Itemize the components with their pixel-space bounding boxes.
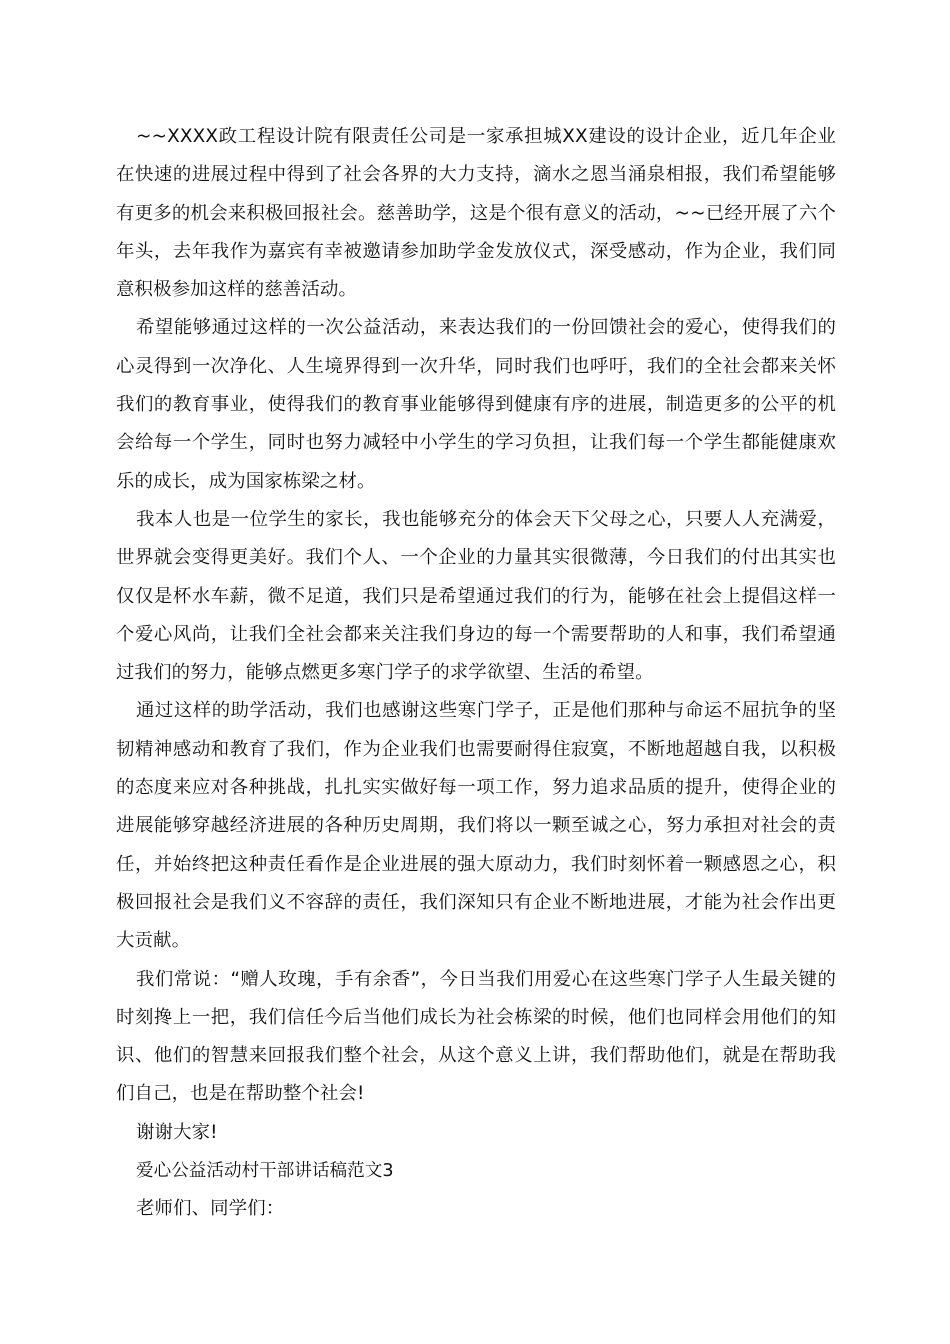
paragraph-roses: 我们常说：“赠人玫瑰，手有余香”，今日当我们用爱心在这些寒门学子人生最关键的时刻搀上一把，我们信任今后当他们成长为社会栋梁的时候，他们也同样会用他们的知识、他们的智慧来回报我们整个社会，从这个意义上讲，我们帮助他们，就是在帮助我们自己，也是在帮助整个社会! [116, 968, 836, 1105]
paragraph-hope: 希望能够通过这样的一次公益活动，来表达我们的一份回馈社会的爱心，使得我们的心灵得到一次净化、人生境界得到一次升华，同时我们也呼吁，我们的全社会都来关怀我们的教育事业，使得我们的教育事业能够得到健康有序的进展，制造更多的公平的机会给每一个学生，同时也努力减轻中小学生的学习负担，让我们每一个学生都能健康欢乐的成长，成为国家栋梁之材。 [116, 317, 836, 492]
paragraph-thanks-students: 通过这样的助学活动，我们也感谢这些寒门学子，正是他们那种与命运不屈抗争的坚韧精神感动和教育了我们，作为企业我们也需要耐得住寂寞，不断地超越自我，以积极的态度来应对各种挑战，扎扎实实做好每一项工作，努力追求品质的提升，使得企业的进展能够穿越经济进展的各种历史周期，我们将以一颗至诚之心，努力承担对社会的责任，并始终把这种责任看作是企业进展的强大原动力，我们时刻怀着一颗感恩之心，积极回报社会是我们义不容辞的责任，我们深知只有企业不断地进展，才能为社会作出更大贡献。 [116, 700, 836, 952]
document-body [116, 118, 836, 1229]
salutation: 老师们、同学们： [136, 1198, 285, 1220]
section-heading: 爱心公益活动村干部讲话稿范文3 [136, 1161, 394, 1182]
paragraph-company-intro: ~~XXXX政工程设计院有限责任公司是一家承担城XX建设的设计企业，近几年企业在快速的进展过程中得到了社会各界的大力支持，滴水之恩当涌泉相报，我们希望能够有更多的机会来积极回报社会。慈善助学，这是个很有意义的活动，~~已经开展了六个年头，去年我作为嘉宾有幸被邀请参加助学金发放仪式，深受感动，作为企业，我们同意积极参加这样的慈善活动。 [116, 126, 836, 301]
paragraph-thank-you: 谢谢大家! [136, 1121, 218, 1143]
paragraph-parent: 我本人也是一位学生的家长，我也能够充分的体会天下父母之心，只要人人充满爱，世界就会变得更美好。我们个人、一个企业的力量其实很微薄，今日我们的付出其实也仅仅是杯水车薪，微不足道，我们只是希望通过我们的行为，能够在社会上提倡这样一个爱心风尚，让我们全社会都来关注我们身边的每一个需要帮助的人和事，我们希望通过我们的努力，能够点燃更多寒门学子的求学欲望、生活的希望。 [116, 508, 836, 684]
